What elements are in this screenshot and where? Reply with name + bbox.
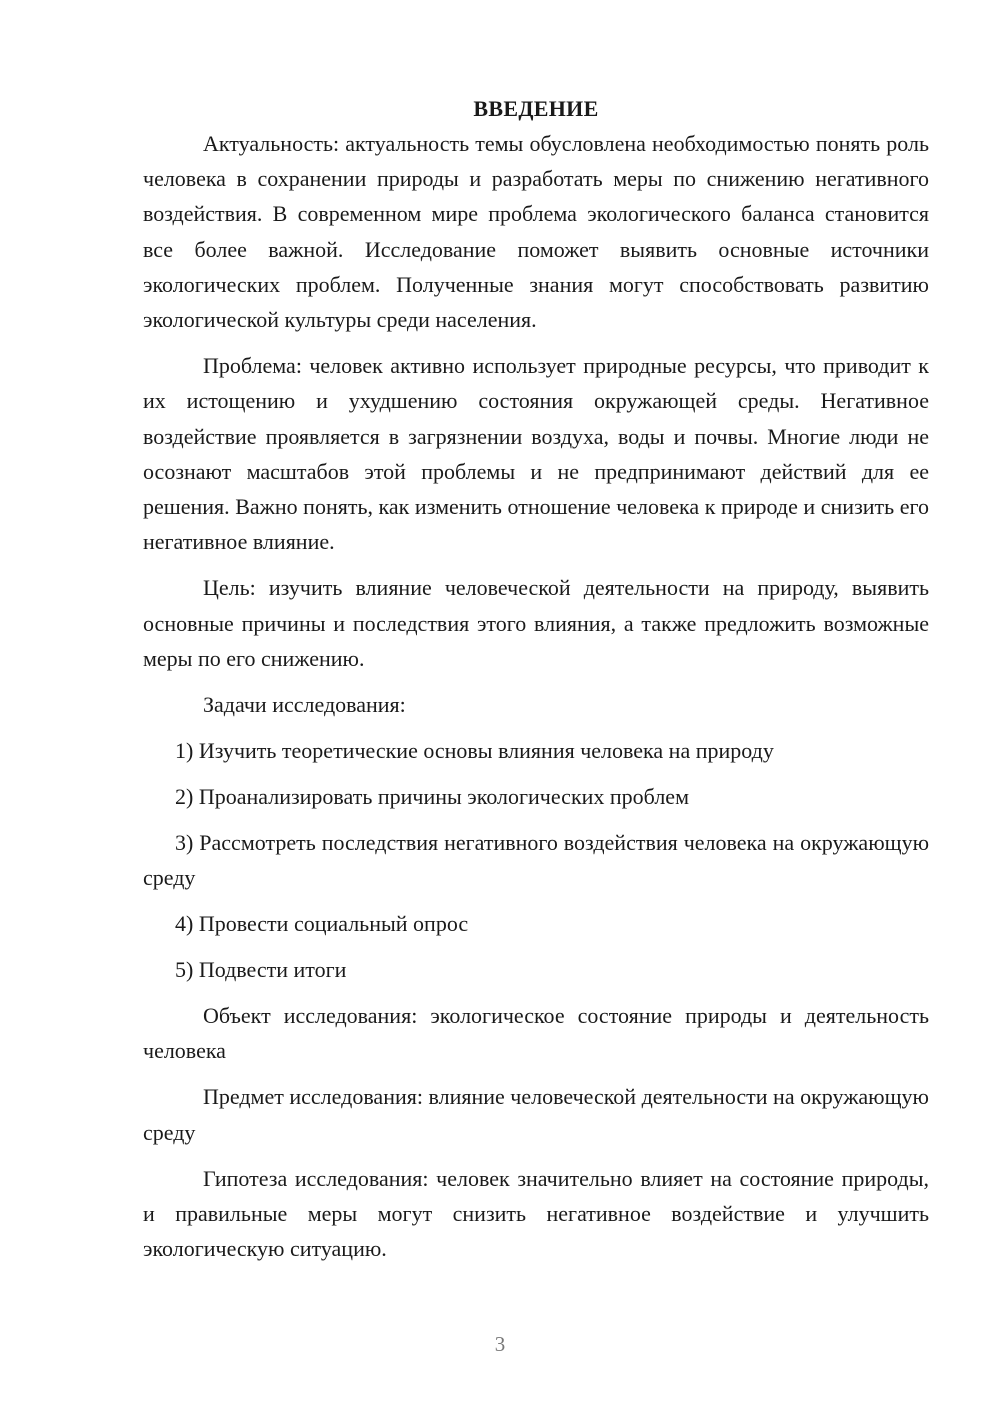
task-item: 5) Подвести итоги: [175, 957, 347, 983]
page-title: ВВЕДЕНИЕ: [473, 96, 599, 121]
document-page: [143, 92, 929, 1266]
task-item: 2) Проанализировать причины экологических проблем: [175, 784, 689, 810]
goal-paragraph: Цель: изучить влияние человеческой деятельности на природу, выявить основные причины и последствия этого влияния, а также предложить возможные меры по его снижению.: [143, 575, 929, 671]
relevance-paragraph: Актуальность: актуальность темы обусловлена необходимостью понять роль человека в сохранении природы и разработать меры по снижению негативного воздействия. В современном мире проблема экологического баланса становится все более важной. Исследование поможет выявить основные источники экологических проблем. Полученные знания могут способствовать развитию экологической культуры среди населения.: [143, 131, 929, 333]
hypothesis-paragraph: Гипотеза исследования: человек значительно влияет на состояние природы, и правильные меры могут снизить негативное воздействие и улучшить экологическую ситуацию.: [143, 1165, 929, 1262]
subject-paragraph: Предмет исследования: влияние человеческой деятельности на окружающую среду: [143, 1084, 929, 1145]
task-item: 4) Провести социальный опрос: [175, 911, 469, 937]
page-number: 3: [494, 1332, 506, 1356]
task-item: 1) Изучить теоретические основы влияния человека на природу: [175, 738, 774, 764]
task-item: 3) Рассмотреть последствия негативного воздействия человека на окружающую среду: [143, 830, 929, 891]
object-paragraph: Объект исследования: экологическое состояние природы и деятельность человека: [143, 1003, 929, 1064]
tasks-heading: Задачи исследования:: [203, 692, 406, 718]
problem-paragraph: Проблема: человек активно использует природные ресурсы, что приводит к их истощению и ухудшению состояния окружающей среды. Негативное воздействие проявляется в загрязнении воздуха, воды и почвы. Многие люди не осознают масштабов этой проблемы и не предпринимают действий для ее решения. Важно понять, как изменить отношение человека к природе и снизить его негативное влияние.: [143, 353, 929, 555]
tasks-list: [143, 733, 929, 987]
